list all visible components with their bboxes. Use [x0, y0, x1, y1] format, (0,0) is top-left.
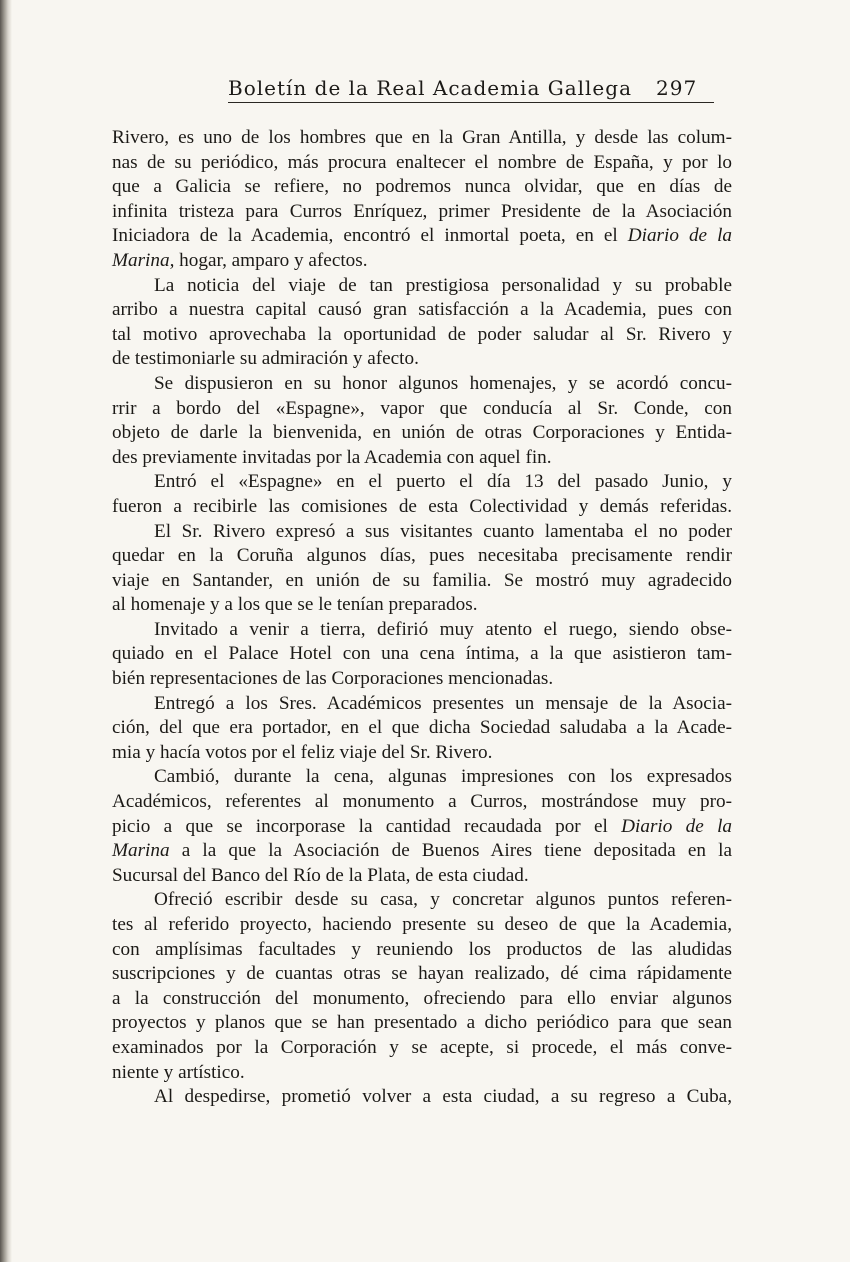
line-text: Al despedirse, prometió volver a esta ciudad, a su regreso a Cuba, — [154, 1086, 732, 1108]
text-line — [112, 913, 732, 938]
text-line — [112, 397, 732, 422]
line-text: de testimoniarle su admiración y afecto. — [112, 348, 419, 370]
page-number: 297 — [656, 76, 698, 100]
line-text: Iniciadora de la Academia, encontró el inmortal poeta, en el — [112, 225, 618, 247]
line-text: La noticia del viaje de tan prestigiosa personalidad y su probable — [154, 274, 732, 296]
text-line — [112, 200, 732, 225]
line-text: quedar en la Coruña algunos días, pues necesitaba precisamente rendir — [112, 545, 732, 567]
text-line — [112, 864, 732, 889]
running-header — [228, 72, 714, 106]
line-text: Cambió, durante la cena, algunas impresiones con los expresados — [154, 766, 732, 788]
line-text: fueron a recibirle las comisiones de esta Colectividad y demás referidas. — [112, 495, 732, 517]
line-text: suscripciones y de cuantas otras se hayan realizado, dé cima rápidamente — [112, 963, 732, 985]
text-line — [112, 618, 732, 643]
text-line — [112, 692, 732, 717]
text-line — [112, 790, 732, 815]
line-text: con amplísimas facultades y reuniendo los productos de las aludidas — [112, 938, 732, 960]
line-text: tal motivo aprovechaba la oportunidad de poder saludar al Sr. Rivero y — [112, 323, 732, 345]
text-line — [112, 347, 732, 372]
italic-title: Marina — [112, 840, 170, 862]
line-text: al homenaje y a los que se le tenían preparados. — [112, 594, 478, 616]
text-line — [112, 839, 732, 864]
line-text: rrir a bordo del «Espagne», vapor que conducía al Sr. Conde, con — [112, 397, 732, 419]
text-line — [112, 741, 732, 766]
text-line — [112, 642, 732, 667]
text-line — [112, 126, 732, 151]
line-text: examinados por la Corporación y se acepte, si procede, el más conve- — [112, 1036, 732, 1058]
text-line — [112, 175, 732, 200]
line-text: proyectos y planos que se han presentado a dicho periódico para que sean — [112, 1012, 732, 1034]
text-line — [112, 1011, 732, 1036]
line-text: Ofreció escribir desde su casa, y concretar algunos puntos referen- — [154, 889, 732, 911]
text-line — [112, 815, 732, 840]
line-text: Entró el «Espagne» en el puerto el día 13 del pasado Junio, y — [154, 471, 732, 493]
text-line — [112, 298, 732, 323]
text-line — [112, 249, 732, 274]
line-text: Invitado a venir a tierra, defirió muy atento el ruego, siendo obse- — [154, 618, 732, 640]
text-line — [112, 987, 732, 1012]
text-line — [112, 421, 732, 446]
text-line — [112, 470, 732, 495]
text-line — [112, 716, 732, 741]
text-line — [112, 888, 732, 913]
line-text: Académicos, referentes al monumento a Curros, mostrándose muy pro- — [112, 791, 732, 813]
text-line — [112, 593, 732, 618]
line-text: hogar, amparo y afectos. — [174, 249, 368, 271]
text-line — [112, 962, 732, 987]
text-line — [112, 569, 732, 594]
line-text: picio a que se incorporase la cantidad recaudada por el — [112, 815, 608, 837]
line-text: a la que la Asociación de Buenos Aires tiene depositada en la — [169, 840, 732, 862]
italic-title: Diario de la — [627, 225, 732, 247]
line-text: El Sr. Rivero expresó a sus visitantes cuanto lamentaba el no poder — [154, 520, 732, 542]
italic-title: Diario de la — [621, 815, 732, 837]
line-text: viaje en Santander, en unión de su familia. Se mostró muy agradecido — [112, 569, 732, 591]
header-rule — [228, 102, 714, 103]
line-text: des previamente invitadas por la Academia con aquel fin. — [112, 446, 552, 468]
text-line — [112, 323, 732, 348]
line-text: infinita tristeza para Curros Enríquez, primer Presidente de la Asociación — [112, 200, 732, 222]
line-text: tes al referido proyecto, haciendo presente su deseo de que la Academia, — [112, 914, 732, 935]
line-text: que a Galicia se refiere, no podremos nunca olvidar, que en días de — [112, 176, 732, 198]
text-line — [112, 938, 732, 963]
line-text: Se dispusieron en su honor algunos homenajes, y se acordó concu- — [154, 372, 732, 394]
line-text: quiado en el Palace Hotel con una cena íntima, a la que asistieron tam- — [112, 643, 732, 665]
body-text — [112, 126, 732, 1110]
text-line — [112, 765, 732, 790]
text-line — [112, 224, 732, 249]
line-text: Entregó a los Sres. Académicos presentes un mensaje de la Asocia- — [154, 692, 732, 714]
line-text: objeto de darle la bienvenida, en unión de otras Corporaciones y Entida- — [112, 422, 732, 444]
text-line — [112, 520, 732, 545]
text-line — [112, 1085, 732, 1110]
text-line — [112, 544, 732, 569]
line-text: niente y artístico. — [112, 1061, 245, 1083]
line-text: Sucursal del Banco del Río de la Plata, de esta ciudad. — [112, 864, 529, 886]
italic-title: Marina, — [112, 249, 175, 271]
text-line — [112, 1061, 732, 1086]
book-spine-shadow — [0, 0, 12, 1262]
text-line — [112, 151, 732, 176]
line-text: a la construcción del monumento, ofreciendo para ello enviar algunos — [112, 987, 732, 1009]
text-line — [112, 667, 732, 692]
text-line — [112, 372, 732, 397]
line-text: nas de su periódico, más procura enaltecer el nombre de España, y por lo — [112, 151, 732, 173]
line-text: ción, del que era portador, en el que dicha Sociedad saludaba a la Acade- — [112, 717, 732, 739]
line-text: mia y hacía votos por el feliz viaje del Sr. Rivero. — [112, 741, 493, 763]
text-line — [112, 446, 732, 471]
line-text: arribo a nuestra capital causó gran satisfacción a la Academia, pues con — [112, 299, 732, 321]
line-text: bién representaciones de las Corporaciones mencionadas. — [112, 668, 554, 690]
text-line — [112, 274, 732, 299]
line-text: Rivero, es uno de los hombres que en la Gran Antilla, y desde las colum- — [112, 127, 732, 148]
running-title: Boletín de la Real Academia Gallega — [228, 76, 632, 100]
text-line — [112, 1036, 732, 1061]
text-line — [112, 495, 732, 520]
